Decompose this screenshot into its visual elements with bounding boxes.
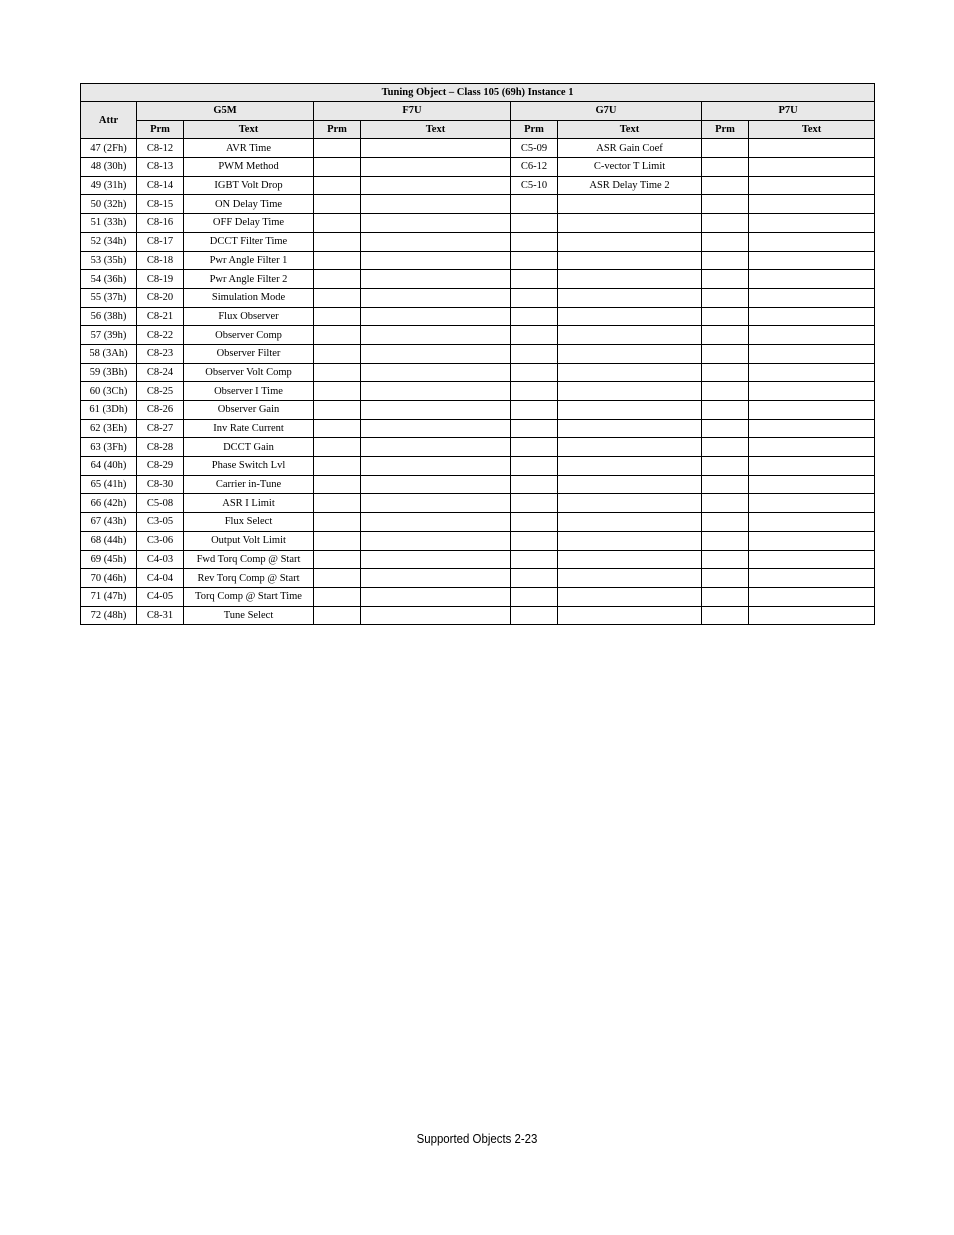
g5m-prm-cell: C8-23 [137, 344, 184, 363]
p7u-text-cell [749, 307, 875, 326]
f7u-text-cell [361, 382, 511, 401]
f7u-text-cell [361, 214, 511, 233]
f7u-text-cell [361, 513, 511, 532]
attr-header: Attr [81, 102, 137, 139]
f7u-prm-cell [314, 401, 361, 420]
g7u-text-cell [558, 195, 702, 214]
g5m-text-cell: Fwd Torq Comp @ Start [184, 550, 314, 569]
attr-cell: 67 (43h) [81, 513, 137, 532]
attr-cell: 61 (3Dh) [81, 401, 137, 420]
g5m-text-cell: Pwr Angle Filter 1 [184, 251, 314, 270]
g5m-prm-cell: C8-30 [137, 475, 184, 494]
g5m-text-cell: Observer Volt Comp [184, 363, 314, 382]
table-title-row [81, 84, 875, 102]
p7u-text-cell [749, 569, 875, 588]
g5m-prm-cell: C4-03 [137, 550, 184, 569]
g7u-prm-cell [511, 382, 558, 401]
p7u-text-cell [749, 401, 875, 420]
p7u-text-cell [749, 457, 875, 476]
p7u-prm-cell [702, 569, 749, 588]
g5m-text-cell: Observer I Time [184, 382, 314, 401]
f7u-prm-cell [314, 326, 361, 345]
p7u-prm-cell [702, 382, 749, 401]
p7u-prm-cell [702, 606, 749, 625]
p7u-prm-cell [702, 363, 749, 382]
g7u-prm-cell [511, 326, 558, 345]
g5m-prm-cell: C8-25 [137, 382, 184, 401]
f7u-text-cell [361, 457, 511, 476]
f7u-prm-cell [314, 475, 361, 494]
p7u-text-cell [749, 419, 875, 438]
g7u-prm-cell [511, 344, 558, 363]
g7u-text-cell [558, 569, 702, 588]
g5m-prm-cell: C8-26 [137, 401, 184, 420]
g5m-text-cell: ASR I Limit [184, 494, 314, 513]
p7u-prm-cell [702, 139, 749, 158]
f7u-text-cell [361, 326, 511, 345]
f7u-text-cell [361, 270, 511, 289]
f7u-text-cell [361, 401, 511, 420]
g7u-prm-cell [511, 494, 558, 513]
g7u-prm-cell [511, 232, 558, 251]
g7u-text-cell [558, 344, 702, 363]
g5m-prm-cell: C4-04 [137, 569, 184, 588]
attr-cell: 50 (32h) [81, 195, 137, 214]
g7u-prm-cell [511, 606, 558, 625]
f7u-prm-cell [314, 419, 361, 438]
attr-cell: 51 (33h) [81, 214, 137, 233]
g5m-text-cell: Carrier in-Tune [184, 475, 314, 494]
p7u-prm-cell [702, 214, 749, 233]
g5m-text-cell: IGBT Volt Drop [184, 176, 314, 195]
table-row [81, 232, 875, 251]
p7u-text-cell [749, 494, 875, 513]
f7u-text-cell [361, 251, 511, 270]
attr-cell: 64 (40h) [81, 457, 137, 476]
p7u-prm-cell [702, 401, 749, 420]
g7u-prm-cell [511, 569, 558, 588]
g7u-text-cell [558, 382, 702, 401]
g7u-prm-cell [511, 288, 558, 307]
g7u-prm-cell [511, 195, 558, 214]
f7u-prm-cell [314, 288, 361, 307]
attr-cell: 49 (31h) [81, 176, 137, 195]
attr-cell: 62 (3Eh) [81, 419, 137, 438]
p7u-prm-cell [702, 457, 749, 476]
g7u-text-cell [558, 438, 702, 457]
p7u-text-cell [749, 382, 875, 401]
attr-cell: 70 (46h) [81, 569, 137, 588]
f7u-text-cell [361, 587, 511, 606]
g5m-text-cell: Flux Observer [184, 307, 314, 326]
g5m-text-cell: Observer Gain [184, 401, 314, 420]
g7u-prm-cell [511, 513, 558, 532]
p7u-text-cell [749, 158, 875, 177]
p7u-text-cell [749, 550, 875, 569]
attr-cell: 63 (3Fh) [81, 438, 137, 457]
g7u-text-cell [558, 214, 702, 233]
g5m-text-cell: PWM Method [184, 158, 314, 177]
f7u-prm-cell [314, 550, 361, 569]
g5m-prm-cell: C8-20 [137, 288, 184, 307]
p7u-text-cell [749, 531, 875, 550]
g5m-prm-cell: C8-22 [137, 326, 184, 345]
table-row [81, 214, 875, 233]
f7u-prm-cell [314, 606, 361, 625]
sub-header-text: Text [749, 120, 875, 139]
attr-cell: 72 (48h) [81, 606, 137, 625]
p7u-prm-cell [702, 550, 749, 569]
table-row [81, 139, 875, 158]
f7u-text-cell [361, 139, 511, 158]
g7u-text-cell: ASR Delay Time 2 [558, 176, 702, 195]
g7u-text-cell [558, 326, 702, 345]
table-row [81, 158, 875, 177]
g7u-text-cell [558, 531, 702, 550]
table-row [81, 569, 875, 588]
table-row [81, 288, 875, 307]
g7u-prm-cell [511, 401, 558, 420]
attr-cell: 66 (42h) [81, 494, 137, 513]
g7u-text-cell [558, 288, 702, 307]
table-row [81, 438, 875, 457]
g7u-text-cell [558, 606, 702, 625]
p7u-prm-cell [702, 513, 749, 532]
attr-cell: 57 (39h) [81, 326, 137, 345]
g7u-prm-cell [511, 438, 558, 457]
f7u-prm-cell [314, 382, 361, 401]
f7u-text-cell [361, 288, 511, 307]
f7u-prm-cell [314, 139, 361, 158]
f7u-text-cell [361, 344, 511, 363]
g5m-prm-cell: C8-12 [137, 139, 184, 158]
p7u-prm-cell [702, 288, 749, 307]
sub-header-text: Text [184, 120, 314, 139]
attr-cell: 53 (35h) [81, 251, 137, 270]
table-row [81, 587, 875, 606]
g5m-prm-cell: C3-06 [137, 531, 184, 550]
g7u-text-cell [558, 587, 702, 606]
f7u-text-cell [361, 569, 511, 588]
table-row [81, 457, 875, 476]
attr-cell: 48 (30h) [81, 158, 137, 177]
table-row [81, 344, 875, 363]
f7u-prm-cell [314, 569, 361, 588]
g7u-text-cell [558, 513, 702, 532]
f7u-prm-cell [314, 513, 361, 532]
g7u-text-cell [558, 475, 702, 494]
attr-cell: 65 (41h) [81, 475, 137, 494]
g5m-text-cell: Torq Comp @ Start Time [184, 587, 314, 606]
table-row [81, 513, 875, 532]
table-row [81, 606, 875, 625]
p7u-text-cell [749, 475, 875, 494]
table-row [81, 195, 875, 214]
g5m-text-cell: Observer Comp [184, 326, 314, 345]
g7u-prm-cell [511, 457, 558, 476]
f7u-prm-cell [314, 531, 361, 550]
g7u-prm-cell [511, 419, 558, 438]
g7u-text-cell [558, 494, 702, 513]
sub-header-prm: Prm [702, 120, 749, 139]
p7u-text-cell [749, 326, 875, 345]
f7u-text-cell [361, 176, 511, 195]
p7u-prm-cell [702, 270, 749, 289]
f7u-text-cell [361, 419, 511, 438]
p7u-text-cell [749, 139, 875, 158]
p7u-prm-cell [702, 232, 749, 251]
tuning-object-table [80, 83, 875, 625]
attr-cell: 60 (3Ch) [81, 382, 137, 401]
table-row [81, 251, 875, 270]
group-header-f7u: F7U [314, 102, 511, 121]
p7u-text-cell [749, 232, 875, 251]
g5m-prm-cell: C8-13 [137, 158, 184, 177]
g7u-prm-cell: C5-10 [511, 176, 558, 195]
f7u-text-cell [361, 531, 511, 550]
g5m-prm-cell: C8-16 [137, 214, 184, 233]
g7u-text-cell: C-vector T Limit [558, 158, 702, 177]
p7u-text-cell [749, 176, 875, 195]
sub-header-prm: Prm [314, 120, 361, 139]
f7u-prm-cell [314, 232, 361, 251]
table-title: Tuning Object – Class 105 (69h) Instance 1 [81, 84, 875, 102]
g5m-prm-cell: C8-18 [137, 251, 184, 270]
f7u-text-cell [361, 438, 511, 457]
g5m-text-cell: Inv Rate Current [184, 419, 314, 438]
p7u-prm-cell [702, 176, 749, 195]
g7u-text-cell [558, 363, 702, 382]
g7u-text-cell: ASR Gain Coef [558, 139, 702, 158]
table-row [81, 176, 875, 195]
g7u-prm-cell [511, 587, 558, 606]
p7u-text-cell [749, 251, 875, 270]
attr-cell: 71 (47h) [81, 587, 137, 606]
g5m-prm-cell: C4-05 [137, 587, 184, 606]
f7u-prm-cell [314, 587, 361, 606]
p7u-text-cell [749, 288, 875, 307]
p7u-text-cell [749, 195, 875, 214]
g7u-prm-cell [511, 475, 558, 494]
attr-cell: 55 (37h) [81, 288, 137, 307]
g5m-prm-cell: C8-28 [137, 438, 184, 457]
attr-cell: 59 (3Bh) [81, 363, 137, 382]
g5m-text-cell: DCCT Gain [184, 438, 314, 457]
p7u-text-cell [749, 438, 875, 457]
g5m-prm-cell: C8-19 [137, 270, 184, 289]
g7u-prm-cell [511, 363, 558, 382]
p7u-prm-cell [702, 438, 749, 457]
table-row [81, 401, 875, 420]
g5m-text-cell: Tune Select [184, 606, 314, 625]
p7u-text-cell [749, 363, 875, 382]
f7u-prm-cell [314, 307, 361, 326]
g7u-text-cell [558, 251, 702, 270]
g7u-prm-cell [511, 270, 558, 289]
p7u-prm-cell [702, 419, 749, 438]
p7u-prm-cell [702, 307, 749, 326]
f7u-text-cell [361, 158, 511, 177]
group-header-p7u: P7U [702, 102, 875, 121]
p7u-prm-cell [702, 494, 749, 513]
f7u-prm-cell [314, 176, 361, 195]
f7u-text-cell [361, 195, 511, 214]
g5m-prm-cell: C3-05 [137, 513, 184, 532]
f7u-prm-cell [314, 251, 361, 270]
p7u-text-cell [749, 606, 875, 625]
p7u-prm-cell [702, 195, 749, 214]
g7u-prm-cell: C5-09 [511, 139, 558, 158]
g7u-text-cell [558, 307, 702, 326]
p7u-prm-cell [702, 587, 749, 606]
group-header-row [81, 102, 875, 121]
p7u-text-cell [749, 587, 875, 606]
f7u-text-cell [361, 606, 511, 625]
g5m-prm-cell: C8-27 [137, 419, 184, 438]
g7u-prm-cell [511, 531, 558, 550]
f7u-text-cell [361, 307, 511, 326]
attr-cell: 68 (44h) [81, 531, 137, 550]
g7u-prm-cell [511, 214, 558, 233]
g5m-text-cell: Observer Filter [184, 344, 314, 363]
f7u-prm-cell [314, 494, 361, 513]
p7u-prm-cell [702, 158, 749, 177]
g5m-prm-cell: C8-21 [137, 307, 184, 326]
f7u-text-cell [361, 232, 511, 251]
g5m-text-cell: Phase Switch Lvl [184, 457, 314, 476]
g5m-text-cell: DCCT Filter Time [184, 232, 314, 251]
f7u-text-cell [361, 550, 511, 569]
table-row [81, 475, 875, 494]
p7u-text-cell [749, 214, 875, 233]
g5m-text-cell: Flux Select [184, 513, 314, 532]
table-row [81, 494, 875, 513]
g5m-text-cell: Simulation Mode [184, 288, 314, 307]
sub-header-text: Text [361, 120, 511, 139]
table-row [81, 363, 875, 382]
table-row [81, 382, 875, 401]
f7u-prm-cell [314, 270, 361, 289]
f7u-prm-cell [314, 438, 361, 457]
attr-cell: 52 (34h) [81, 232, 137, 251]
g5m-prm-cell: C8-15 [137, 195, 184, 214]
sub-header-text: Text [558, 120, 702, 139]
p7u-text-cell [749, 344, 875, 363]
g5m-text-cell: AVR Time [184, 139, 314, 158]
g7u-text-cell [558, 550, 702, 569]
attr-cell: 47 (2Fh) [81, 139, 137, 158]
sub-header-prm: Prm [137, 120, 184, 139]
g5m-prm-cell: C8-14 [137, 176, 184, 195]
g7u-prm-cell [511, 550, 558, 569]
g5m-text-cell: Output Volt Limit [184, 531, 314, 550]
g5m-text-cell: Pwr Angle Filter 2 [184, 270, 314, 289]
f7u-prm-cell [314, 457, 361, 476]
g5m-prm-cell: C8-24 [137, 363, 184, 382]
table-row [81, 531, 875, 550]
g5m-prm-cell: C8-17 [137, 232, 184, 251]
sub-header-prm: Prm [511, 120, 558, 139]
table-row [81, 270, 875, 289]
attr-cell: 56 (38h) [81, 307, 137, 326]
attr-cell: 54 (36h) [81, 270, 137, 289]
f7u-prm-cell [314, 158, 361, 177]
g5m-text-cell: Rev Torq Comp @ Start [184, 569, 314, 588]
table-row [81, 419, 875, 438]
g7u-text-cell [558, 270, 702, 289]
g5m-text-cell: ON Delay Time [184, 195, 314, 214]
p7u-prm-cell [702, 251, 749, 270]
p7u-text-cell [749, 513, 875, 532]
g5m-prm-cell: C5-08 [137, 494, 184, 513]
f7u-text-cell [361, 494, 511, 513]
f7u-prm-cell [314, 344, 361, 363]
p7u-prm-cell [702, 475, 749, 494]
f7u-prm-cell [314, 195, 361, 214]
g7u-prm-cell: C6-12 [511, 158, 558, 177]
table-body [81, 139, 875, 625]
group-header-g7u: G7U [511, 102, 702, 121]
table-row [81, 550, 875, 569]
g5m-text-cell: OFF Delay Time [184, 214, 314, 233]
f7u-text-cell [361, 475, 511, 494]
attr-cell: 58 (3Ah) [81, 344, 137, 363]
table-row [81, 326, 875, 345]
f7u-prm-cell [314, 363, 361, 382]
p7u-prm-cell [702, 344, 749, 363]
g7u-text-cell [558, 401, 702, 420]
p7u-text-cell [749, 270, 875, 289]
g7u-text-cell [558, 232, 702, 251]
f7u-text-cell [361, 363, 511, 382]
sub-header-row [81, 120, 875, 139]
g7u-text-cell [558, 457, 702, 476]
g7u-prm-cell [511, 307, 558, 326]
p7u-prm-cell [702, 531, 749, 550]
table-row [81, 307, 875, 326]
g5m-prm-cell: C8-29 [137, 457, 184, 476]
page-footer: Supported Objects 2-23 [416, 1131, 538, 1146]
attr-cell: 69 (45h) [81, 550, 137, 569]
group-header-g5m: G5M [137, 102, 314, 121]
g5m-prm-cell: C8-31 [137, 606, 184, 625]
g7u-prm-cell [511, 251, 558, 270]
p7u-prm-cell [702, 326, 749, 345]
f7u-prm-cell [314, 214, 361, 233]
g7u-text-cell [558, 419, 702, 438]
